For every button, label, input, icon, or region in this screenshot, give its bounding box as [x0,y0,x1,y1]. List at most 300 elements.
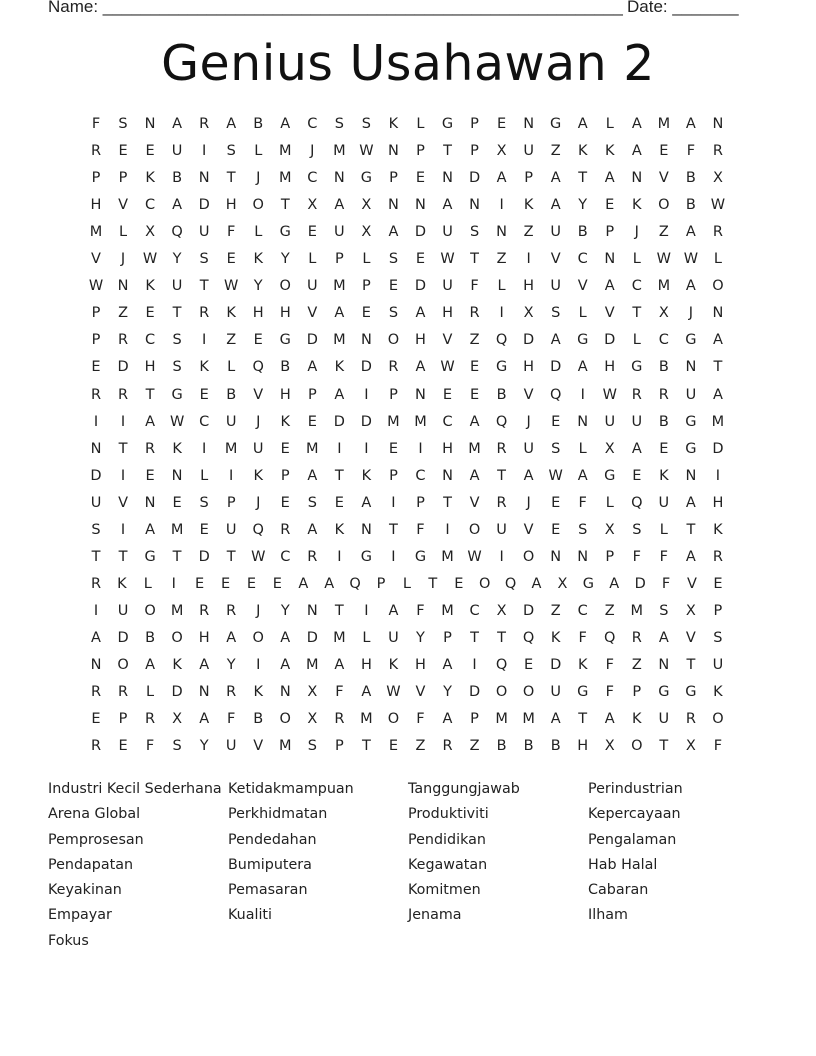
grid-letter: A [324,575,335,592]
grid-letter: T [199,278,209,295]
grid-letter: S [388,251,399,268]
grid-letter: T [497,467,507,484]
grid-letter: M [279,143,292,160]
grid-letter: R [90,575,102,592]
grid-letter: J [310,143,315,160]
grid-letter: K [253,684,263,701]
grid-letter: E [199,386,209,403]
grid-letter: R [334,711,345,728]
page-title: Genius Usahawan 2 [161,35,655,92]
grid-letter: D [550,657,562,673]
word-list-item: Kepercayaan [588,806,681,823]
grid-letter: G [577,332,589,349]
grid-letter: E [713,575,723,592]
grid-letter: E [415,251,426,268]
word-list-item: Perindustrian [588,781,683,797]
grid-letter: R [199,116,210,132]
grid-letter: P [91,305,101,322]
grid-letter: U [685,386,697,403]
grid-letter: N [90,440,102,457]
grid-letter: N [469,197,480,214]
grid-letter: Y [443,684,452,701]
word-list-item: Produktiviti [408,806,489,823]
grid-row [0,654,816,676]
grid-row [0,384,816,406]
grid-letter: K [659,467,669,484]
grid-letter: E [280,440,290,457]
grid-letter: S [361,116,371,132]
grid-letter: S [632,521,642,538]
grid-letter: P [524,170,533,187]
grid-letter: U [604,413,616,430]
grid-letter: H [442,305,453,322]
grid-letter: W [224,278,239,295]
grid-letter: U [117,602,129,619]
grid-letter: P [362,278,371,295]
grid-letter: U [442,224,453,241]
grid-letter: J [256,170,261,187]
grid-letter: D [468,170,481,187]
grid-letter: D [550,359,562,376]
grid-letter: L [143,575,152,592]
grid-letter: R [90,684,102,701]
grid-letter: A [550,197,561,214]
word-list-item: Kegawatan [408,856,488,873]
grid-letter: B [658,359,669,376]
grid-letter: I [391,548,396,565]
grid-letter: K [334,359,345,376]
grid-row [0,248,816,270]
grid-letter: F [227,711,236,728]
grid-letter: T [428,575,438,592]
grid-letter: L [659,521,668,538]
grid-letter: A [685,224,696,241]
grid-letter: U [550,684,561,701]
grid-letter: T [334,467,344,484]
word-list-item: Industri Kecil Sederhana [48,781,222,797]
grid-letter: Z [496,251,507,268]
grid-letter: H [279,386,291,403]
grid-letter: G [360,170,373,187]
grid-letter: A [604,170,615,187]
grid-letter: X [712,170,723,187]
grid-letter: Q [495,413,508,430]
grid-letter: E [659,143,669,160]
grid-letter: D [90,467,102,484]
grid-letter: A [334,305,345,322]
grid-letter: K [253,251,263,268]
grid-letter: I [120,413,126,430]
grid-letter: P [470,116,479,132]
grid-letter: W [386,684,401,701]
grid-letter: F [145,738,155,755]
grid-letter: O [478,575,491,592]
grid-letter: F [227,224,236,241]
grid-letter: Q [549,386,562,403]
grid-letter: U [171,143,183,160]
grid-letter: Z [550,602,561,619]
word-list-item: Jenama [408,907,462,924]
grid-letter: K [713,684,723,701]
grid-letter: P [389,170,398,187]
grid-row [0,465,816,487]
grid-letter: K [280,413,291,430]
grid-letter: A [577,467,588,484]
grid-letter: C [658,332,669,349]
grid-letter: E [469,386,480,403]
grid-letter: H [198,629,210,646]
grid-letter: A [442,711,453,728]
grid-letter: D [414,224,427,241]
grid-letter: R [145,711,156,728]
grid-letter: A [496,170,507,187]
grid-letter: E [307,224,317,241]
grid-letter: Z [604,602,615,619]
grid-letter: C [415,467,426,484]
grid-row [0,681,816,703]
grid-letter: T [172,305,182,322]
grid-letter: T [443,143,452,160]
grid-letter: L [578,440,587,457]
grid-letter: B [253,711,264,728]
grid-row [0,113,816,135]
grid-letter: P [605,224,615,241]
grid-letter: N [90,657,102,673]
grid-letter: T [172,548,182,565]
grid-letter: W [440,251,455,268]
grid-letter: W [656,251,671,268]
grid-letter: X [307,684,318,701]
grid-letter: E [226,251,236,268]
grid-letter: N [712,305,724,322]
grid-letter: D [306,629,318,646]
grid-letter: U [307,278,318,295]
grid-letter: B [577,224,588,241]
grid-letter: Q [495,332,508,349]
grid-letter: P [307,386,317,403]
grid-letter: I [715,467,721,484]
grid-letter: N [550,548,562,565]
grid-letter: E [551,413,561,430]
grid-letter: O [712,278,724,295]
grid-letter: T [334,602,344,619]
word-list-item: Cabaran [588,882,649,899]
grid-row [0,735,816,757]
grid-letter: D [468,684,481,701]
grid-letter: K [577,657,588,673]
grid-letter: I [202,143,207,160]
grid-letter: G [360,548,373,565]
grid-letter: A [469,413,480,430]
grid-letter: S [659,602,669,619]
grid-letter: N [144,494,156,511]
grid-letter: N [198,170,210,187]
grid-letter: F [605,684,614,701]
grid-letter: E [605,197,615,214]
grid-letter: W [602,386,617,403]
grid-letter: Z [469,332,480,349]
grid-letter: Y [416,629,425,646]
grid-letter: Q [171,224,183,241]
grid-letter: G [414,548,427,565]
grid-letter: K [172,657,182,673]
grid-letter: X [172,711,183,728]
grid-letter: Y [172,251,182,268]
grid-letter: J [526,413,531,430]
grid-letter: K [523,197,534,214]
grid-letter: M [279,738,292,755]
grid-row [0,140,816,162]
grid-letter: P [226,494,236,511]
grid-letter: W [251,548,266,565]
grid-letter: G [658,684,670,701]
grid-letter: L [605,116,614,132]
word-list-item: Perkhidmatan [228,806,328,823]
grid-letter: U [550,278,561,295]
grid-letter: F [632,548,641,565]
grid-letter: I [499,305,504,322]
grid-letter: Z [550,143,561,160]
grid-letter: Y [253,278,263,295]
grid-letter: Y [578,197,588,214]
grid-letter: V [91,251,101,268]
grid-letter: K [172,440,182,457]
grid-letter: I [364,440,369,457]
grid-letter: W [683,251,699,268]
word-list-item: Pemasaran [228,882,308,899]
grid-letter: A [361,494,372,511]
word-list-item: Tanggungjawab [408,781,520,797]
grid-letter: K [253,467,263,484]
grid-letter: E [415,170,426,187]
word-list-item: Pendedahan [228,831,317,848]
grid-letter: P [118,170,128,187]
grid-letter: O [117,657,129,673]
grid-letter: U [225,521,237,538]
grid-letter: E [145,143,155,160]
grid-letter: R [226,602,237,619]
grid-letter: V [687,575,697,592]
grid-letter: B [658,413,669,430]
grid-letter: M [387,413,400,430]
grid-letter: I [93,413,99,430]
name-field-label: Name: _______________________________________________________ [48,0,623,16]
grid-letter: C [307,170,318,187]
grid-letter: F [91,116,101,132]
grid-letter: G [279,332,291,349]
grid-letter: N [279,684,291,701]
grid-letter: G [685,413,697,430]
grid-letter: Q [522,629,535,646]
grid-letter: G [279,224,291,241]
grid-letter: M [306,657,319,673]
grid-letter: R [712,224,723,241]
grid-letter: G [577,684,589,701]
grid-letter: U [496,521,507,538]
grid-letter: T [145,386,155,403]
grid-letter: P [632,684,642,701]
grid-letter: I [526,251,531,268]
grid-letter: M [495,711,508,728]
grid-letter: E [145,467,155,484]
word-list-item: Fokus [48,932,89,949]
grid-row [0,546,816,568]
grid-letter: I [120,521,126,538]
grid-letter: K [713,521,723,538]
grid-letter: Y [199,738,209,755]
grid-row [0,627,816,649]
grid-letter: F [605,657,614,673]
grid-letter: E [632,467,642,484]
grid-letter: P [280,467,290,484]
grid-letter: A [469,467,480,484]
grid-letter: K [145,170,155,187]
grid-letter: M [360,711,373,728]
grid-letter: U [171,278,183,295]
grid-letter: V [118,197,128,214]
grid-letter: X [307,711,318,728]
grid-letter: R [117,332,129,349]
grid-letter: B [253,116,264,132]
grid-letter: S [469,224,480,241]
grid-letter: I [337,548,342,565]
grid-letter: P [91,332,101,349]
grid-letter: M [441,548,454,565]
grid-letter: Z [523,224,534,241]
grid-letter: M [333,143,346,160]
grid-letter: F [470,278,479,295]
grid-letter: R [658,386,669,403]
grid-letter: W [359,143,374,160]
grid-letter: X [307,197,318,214]
word-list-item: Hab Halal [588,856,658,873]
grid-letter: D [171,684,183,701]
grid-letter: D [198,197,210,214]
word-list-item: Bumiputera [228,856,312,873]
grid-letter: O [522,684,535,701]
grid-letter: E [334,494,344,511]
grid-letter: E [145,305,155,322]
grid-letter: R [712,143,723,160]
grid-letter: C [145,197,156,214]
grid-letter: M [711,413,725,430]
grid-letter: A [199,711,210,728]
grid-letter: L [578,305,587,322]
grid-letter: A [531,575,542,592]
grid-letter: U [225,738,237,755]
grid-letter: F [578,494,587,511]
grid-letter: A [685,548,696,565]
grid-letter: A [685,116,696,132]
grid-letter: D [333,413,345,430]
grid-letter: A [712,332,723,349]
grid-letter: B [685,170,696,187]
grid-letter: H [252,305,264,322]
grid-letter: A [298,575,309,592]
grid-letter: T [659,738,669,755]
grid-letter: N [360,332,372,349]
grid-letter: A [550,170,561,187]
grid-letter: V [685,629,696,646]
grid-letter: E [91,711,101,728]
grid-letter: X [604,440,615,457]
grid-letter: Q [252,359,264,376]
grid-letter: G [631,359,643,376]
grid-letter: I [337,440,342,457]
grid-letter: U [334,224,345,241]
grid-letter: M [522,711,535,728]
grid-letter: F [335,684,344,701]
grid-letter: J [634,224,639,241]
grid-letter: V [658,170,669,187]
grid-letter: K [145,278,155,295]
grid-letter: A [442,197,453,214]
grid-letter: B [550,738,561,755]
grid-letter: P [334,251,344,268]
grid-letter: N [631,170,643,187]
word-list-item: Ketidakmampuan [228,781,354,797]
grid-letter: T [632,305,642,322]
grid-letter: D [117,629,129,646]
grid-letter: U [225,413,237,430]
grid-letter: T [118,440,128,457]
grid-letter: C [145,332,156,349]
grid-letter: I [120,467,126,484]
grid-letter: E [246,575,257,592]
grid-letter: H [523,278,535,295]
grid-letter: I [391,494,396,511]
grid-letter: O [522,548,535,565]
grid-letter: L [497,278,506,295]
grid-letter: N [171,467,183,484]
grid-letter: V [415,684,426,701]
grid-letter: R [117,684,129,701]
grid-letter: O [468,521,481,538]
grid-letter: N [442,170,453,187]
word-list-item: Ilham [588,907,628,924]
grid-letter: S [713,629,723,646]
grid-letter: U [658,494,670,511]
grid-letter: G [685,684,697,701]
grid-letter: E [454,575,464,592]
grid-row [0,221,816,243]
grid-letter: E [195,575,205,592]
grid-letter: A [307,467,318,484]
grid-letter: B [685,197,696,214]
grid-letter: V [118,494,128,511]
grid-letter: V [523,521,534,538]
grid-letter: B [145,629,156,646]
grid-letter: N [415,386,426,403]
grid-letter: R [631,386,642,403]
grid-letter: I [202,332,207,349]
grid-letter: N [442,467,453,484]
grid-letter: C [577,602,588,619]
word-list-item: Keyakinan [48,882,122,899]
grid-letter: E [659,440,669,457]
grid-letter: A [226,629,237,646]
grid-letter: S [118,116,128,132]
grid-letter: L [362,251,371,268]
grid-letter: B [172,170,183,187]
grid-letter: Z [226,332,237,349]
grid-letter: X [604,521,615,538]
grid-letter: T [686,521,696,538]
grid-letter: W [710,197,726,214]
grid-letter: E [220,575,231,592]
grid-letter: E [388,440,399,457]
grid-letter: R [90,738,102,755]
